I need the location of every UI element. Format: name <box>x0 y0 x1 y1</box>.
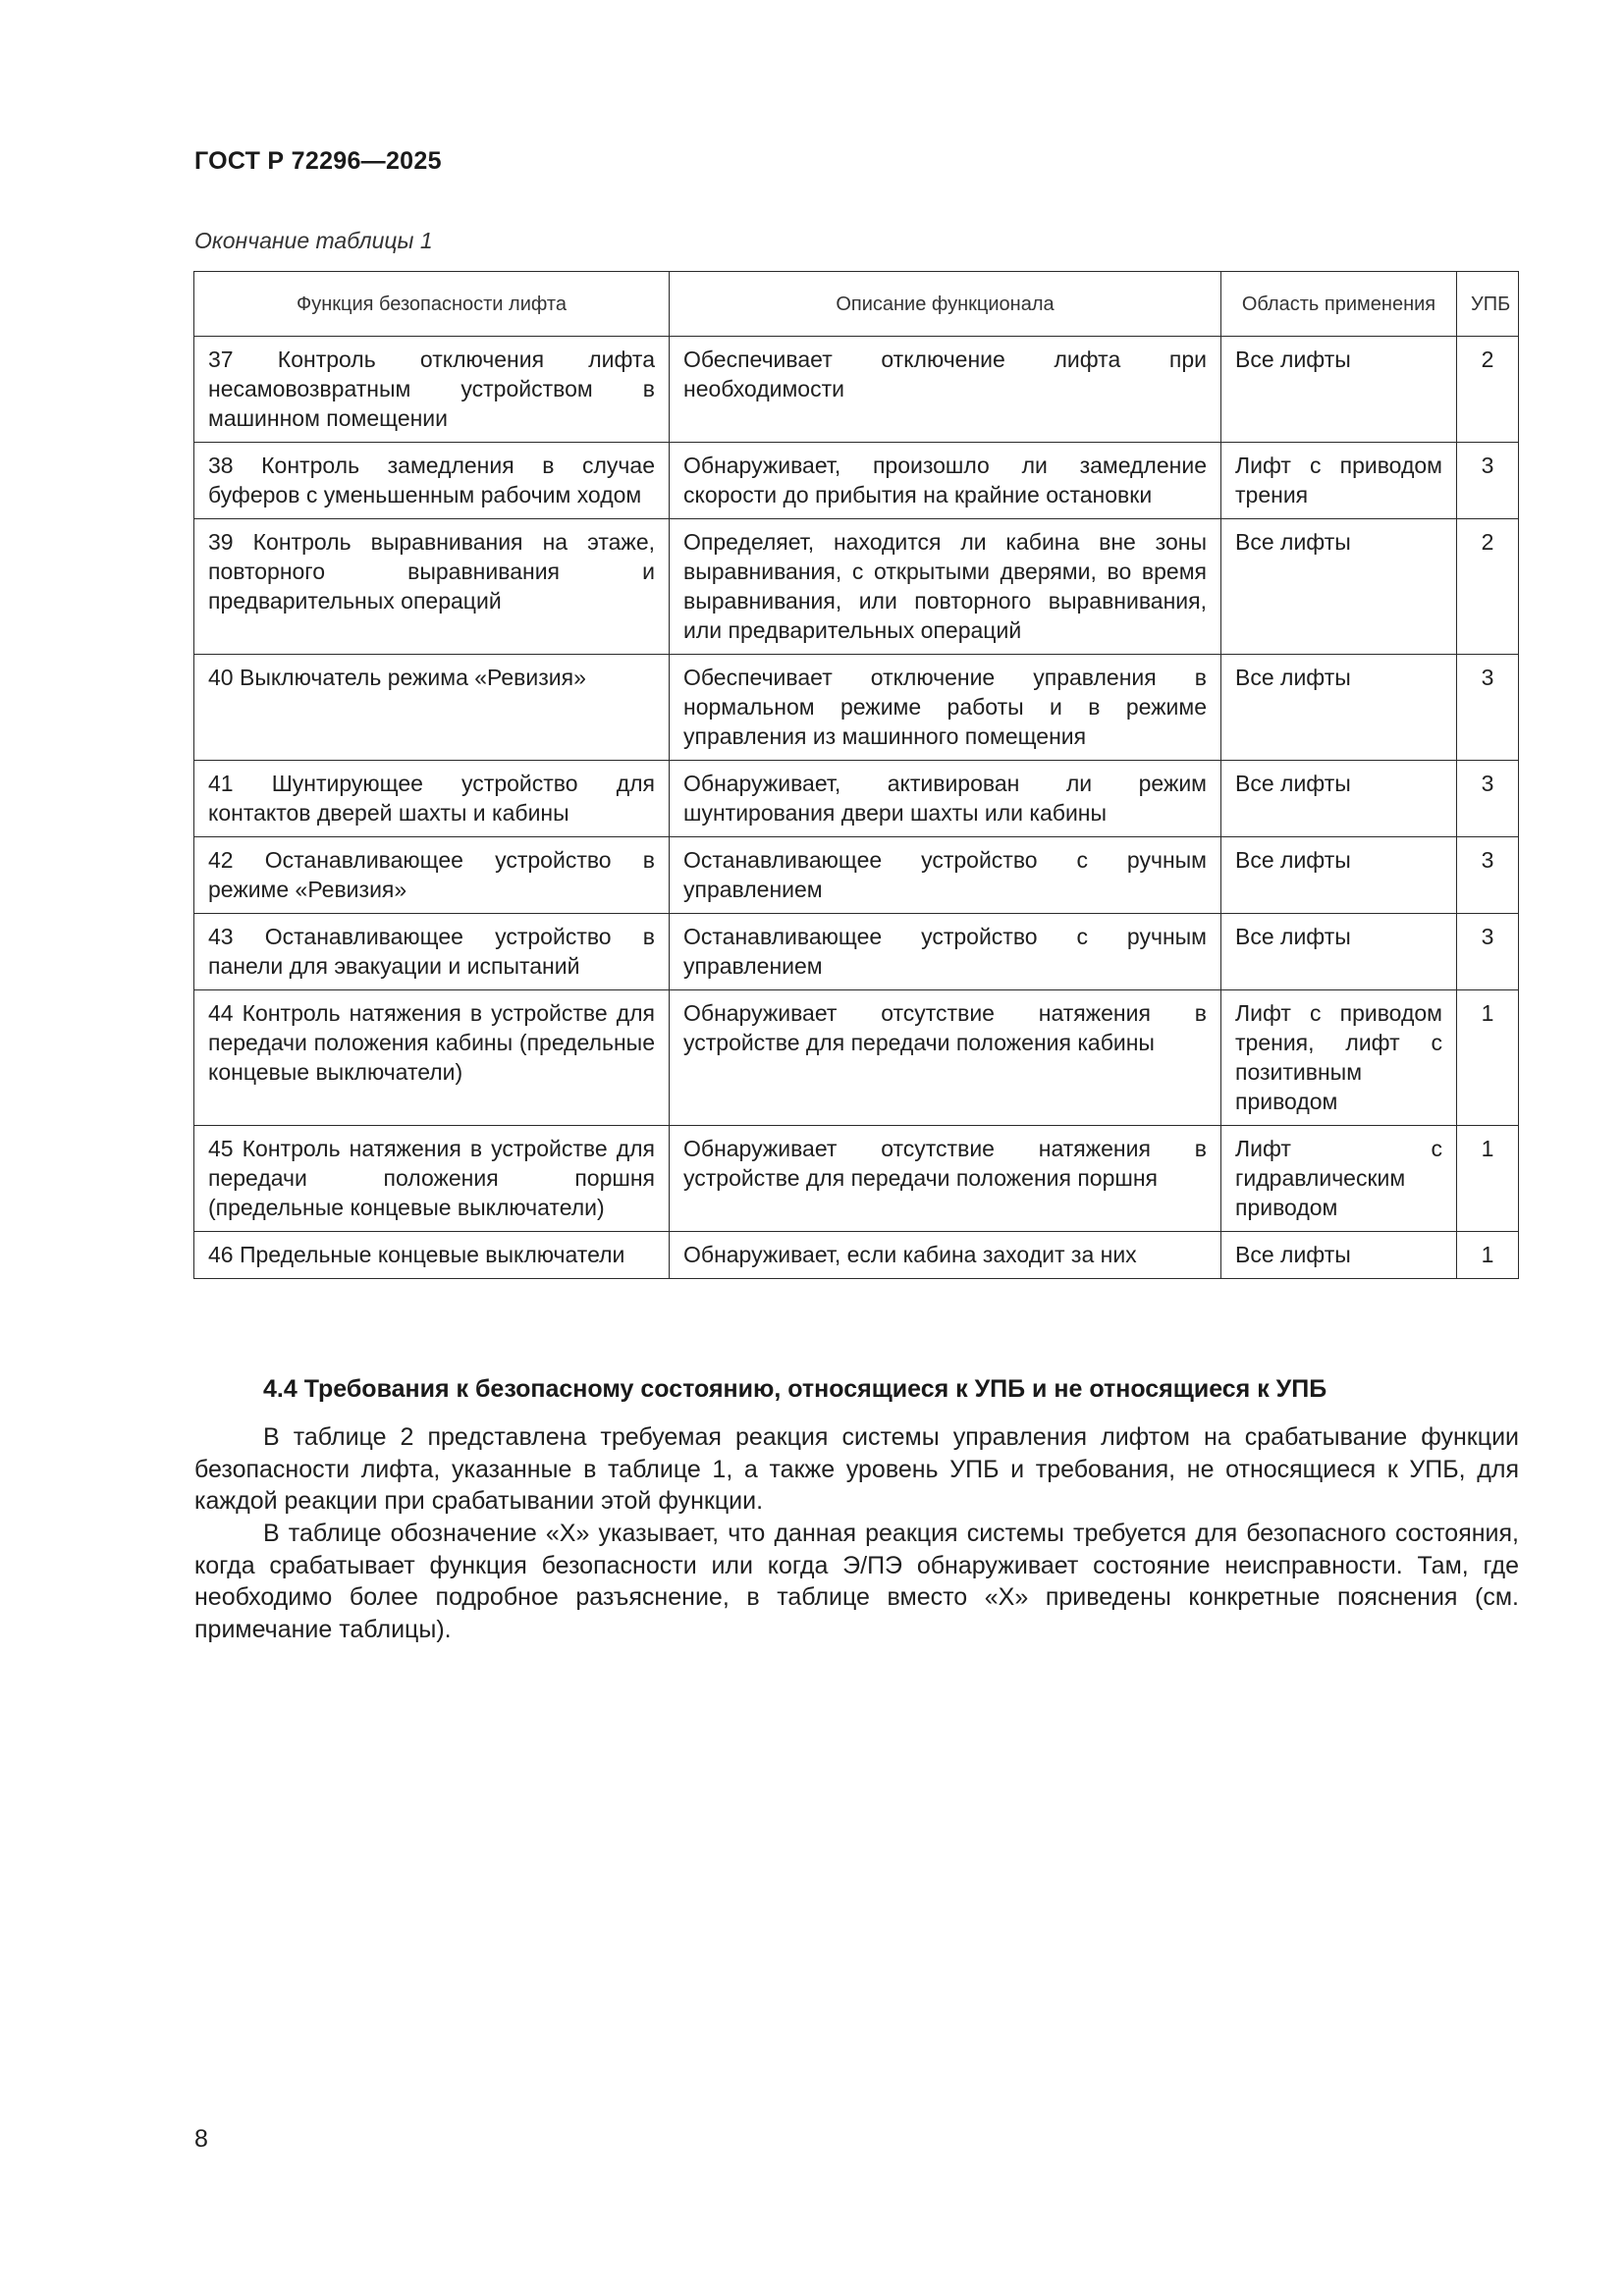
cell-description: Обнаруживает, если кабина заходит за них <box>670 1232 1221 1279</box>
column-header-description: Описание функционала <box>670 272 1221 337</box>
cell-sil: 2 <box>1457 519 1519 655</box>
column-header-sil: УПБ <box>1457 272 1519 337</box>
table-caption: Окончание таблицы 1 <box>194 228 433 253</box>
cell-scope: Лифт с приводом трения, лифт с позитивным приводом <box>1221 990 1457 1126</box>
cell-function: 46 Предельные концевые выключатели <box>194 1232 670 1279</box>
cell-sil: 1 <box>1457 1126 1519 1232</box>
cell-description: Обеспечивает отключение управления в нормальном режиме работы и в режиме управления из машинного помещения <box>670 655 1221 761</box>
cell-scope: Все лифты <box>1221 1232 1457 1279</box>
table-row <box>194 837 1519 914</box>
cell-function: 44 Контроль натяжения в устройстве для передачи положения кабины (предельные концевые выключатели) <box>194 990 670 1126</box>
table-row <box>194 914 1519 990</box>
cell-sil: 3 <box>1457 914 1519 990</box>
cell-function: 39 Контроль выравнивания на этаже, повторного выравнивания и предварительных операций <box>194 519 670 655</box>
page-number: 8 <box>194 2125 208 2153</box>
cell-scope: Все лифты <box>1221 655 1457 761</box>
cell-description: Останавливающее устройство с ручным управлением <box>670 837 1221 914</box>
cell-scope: Все лифты <box>1221 837 1457 914</box>
cell-scope: Лифт с приводом трения <box>1221 443 1457 519</box>
table-header-row <box>194 272 1519 337</box>
cell-function: 41 Шунтирующее устройство для контактов дверей шахты и кабины <box>194 761 670 837</box>
cell-scope: Лифт с гидравлическим приводом <box>1221 1126 1457 1232</box>
cell-description: Определяет, находится ли кабина вне зоны выравнивания, с открытыми дверями, во время выравнивания, или повторного выравнивания, или предварительных операций <box>670 519 1221 655</box>
cell-scope: Все лифты <box>1221 761 1457 837</box>
cell-scope: Все лифты <box>1221 519 1457 655</box>
body-paragraph: В таблице 2 представлена требуемая реакция системы управления лифтом на срабатывание функции безопасности лифта, указанные в таблице 1, а также уровень УПБ и требования, не относящиеся к УПБ, для каждой реакции при срабатывании этой функции. <box>194 1423 1519 1515</box>
cell-description: Останавливающее устройство с ручным управлением <box>670 914 1221 990</box>
table-row <box>194 337 1519 443</box>
cell-function: 40 Выключатель режима «Ревизия» <box>194 655 670 761</box>
body-paragraph: В таблице обозначение «X» указывает, что данная реакция системы требуется для безопасного состояния, когда срабатывает функция безопасности или когда Э/ПЭ обнаруживает состояние неисправности. Там, где необходимо более подробное разъяснение, в таблице вместо «X» приведены конкретные пояснения (см. примечание таблицы). <box>194 1520 1519 1643</box>
cell-function: 37 Контроль отключения лифта несамовозвратным устройством в машинном помещении <box>194 337 670 443</box>
document-header: ГОСТ Р 72296—2025 <box>194 147 442 175</box>
cell-sil: 3 <box>1457 655 1519 761</box>
table-row <box>194 519 1519 655</box>
cell-sil: 3 <box>1457 761 1519 837</box>
cell-sil: 2 <box>1457 337 1519 443</box>
table-body <box>194 337 1519 1279</box>
cell-description: Обнаруживает отсутствие натяжения в устройстве для передачи положения кабины <box>670 990 1221 1126</box>
cell-sil: 1 <box>1457 990 1519 1126</box>
section-heading: 4.4 Требования к безопасному состоянию, относящиеся к УПБ и не относящиеся к УПБ <box>263 1375 1327 1403</box>
cell-description: Обнаруживает, произошло ли замедление скорости до прибытия на крайние остановки <box>670 443 1221 519</box>
cell-sil: 1 <box>1457 1232 1519 1279</box>
cell-function: 43 Останавливающее устройство в панели для эвакуации и испытаний <box>194 914 670 990</box>
table-row <box>194 655 1519 761</box>
column-header-scope: Область применения <box>1221 272 1457 337</box>
column-header-function: Функция безопасности лифта <box>194 272 670 337</box>
cell-function: 45 Контроль натяжения в устройстве для передачи положения поршня (предельные концевые выключатели) <box>194 1126 670 1232</box>
table-row <box>194 761 1519 837</box>
cell-function: 38 Контроль замедления в случае буферов с уменьшенным рабочим ходом <box>194 443 670 519</box>
table-row <box>194 1126 1519 1232</box>
cell-sil: 3 <box>1457 443 1519 519</box>
table-row <box>194 1232 1519 1279</box>
cell-description: Обеспечивает отключение лифта при необходимости <box>670 337 1221 443</box>
safety-functions-table <box>193 271 1519 1279</box>
cell-function: 42 Останавливающее устройство в режиме «Ревизия» <box>194 837 670 914</box>
table-row <box>194 443 1519 519</box>
cell-sil: 3 <box>1457 837 1519 914</box>
cell-scope: Все лифты <box>1221 337 1457 443</box>
cell-description: Обнаруживает отсутствие натяжения в устройстве для передачи положения поршня <box>670 1126 1221 1232</box>
cell-description: Обнаруживает, активирован ли режим шунтирования двери шахты или кабины <box>670 761 1221 837</box>
table-header <box>194 272 1519 337</box>
cell-scope: Все лифты <box>1221 914 1457 990</box>
table-row <box>194 990 1519 1126</box>
